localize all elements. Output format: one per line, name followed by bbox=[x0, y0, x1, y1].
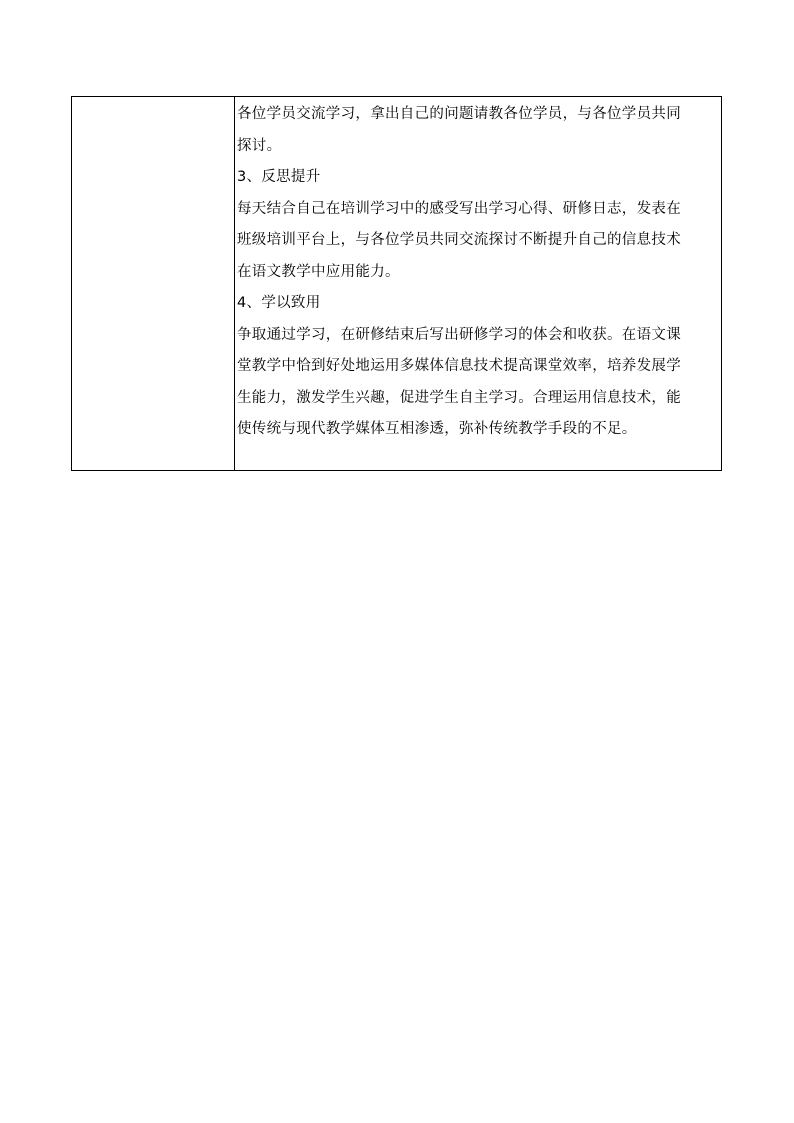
content-table bbox=[71, 96, 722, 471]
table-left-cell bbox=[72, 97, 235, 470]
text-line: 班级培训平台上，与各位学员共同交流探讨不断提升自己的信息技术 bbox=[237, 232, 681, 248]
text-line: 堂教学中恰到好处地运用多媒体信息技术提高课堂效率，培养发展学 bbox=[237, 358, 681, 374]
section-heading: 4、学以致用 bbox=[237, 295, 321, 311]
table-right-cell bbox=[235, 97, 721, 470]
text-line: 探讨。 bbox=[237, 137, 282, 154]
text-line: 生能力，激发学生兴趣，促进学生自主学习。合理运用信息技术，能 bbox=[237, 389, 681, 406]
text-line: 在语文教学中应用能力。 bbox=[237, 263, 400, 280]
text-line: 使传统与现代教学媒体互相渗透，弥补传统教学手段的不足。 bbox=[237, 421, 637, 437]
text-line: 每天结合自己在培训学习中的感受写出学习心得、研修日志，发表在 bbox=[237, 200, 681, 217]
text-line: 争取通过学习，在研修结束后写出研修学习的体会和收获。在语文课 bbox=[237, 326, 681, 343]
section-heading: 3、反思提升 bbox=[237, 169, 321, 185]
text-line: 各位学员交流学习，拿出自己的问题请教各位学员，与各位学员共同 bbox=[237, 106, 681, 122]
